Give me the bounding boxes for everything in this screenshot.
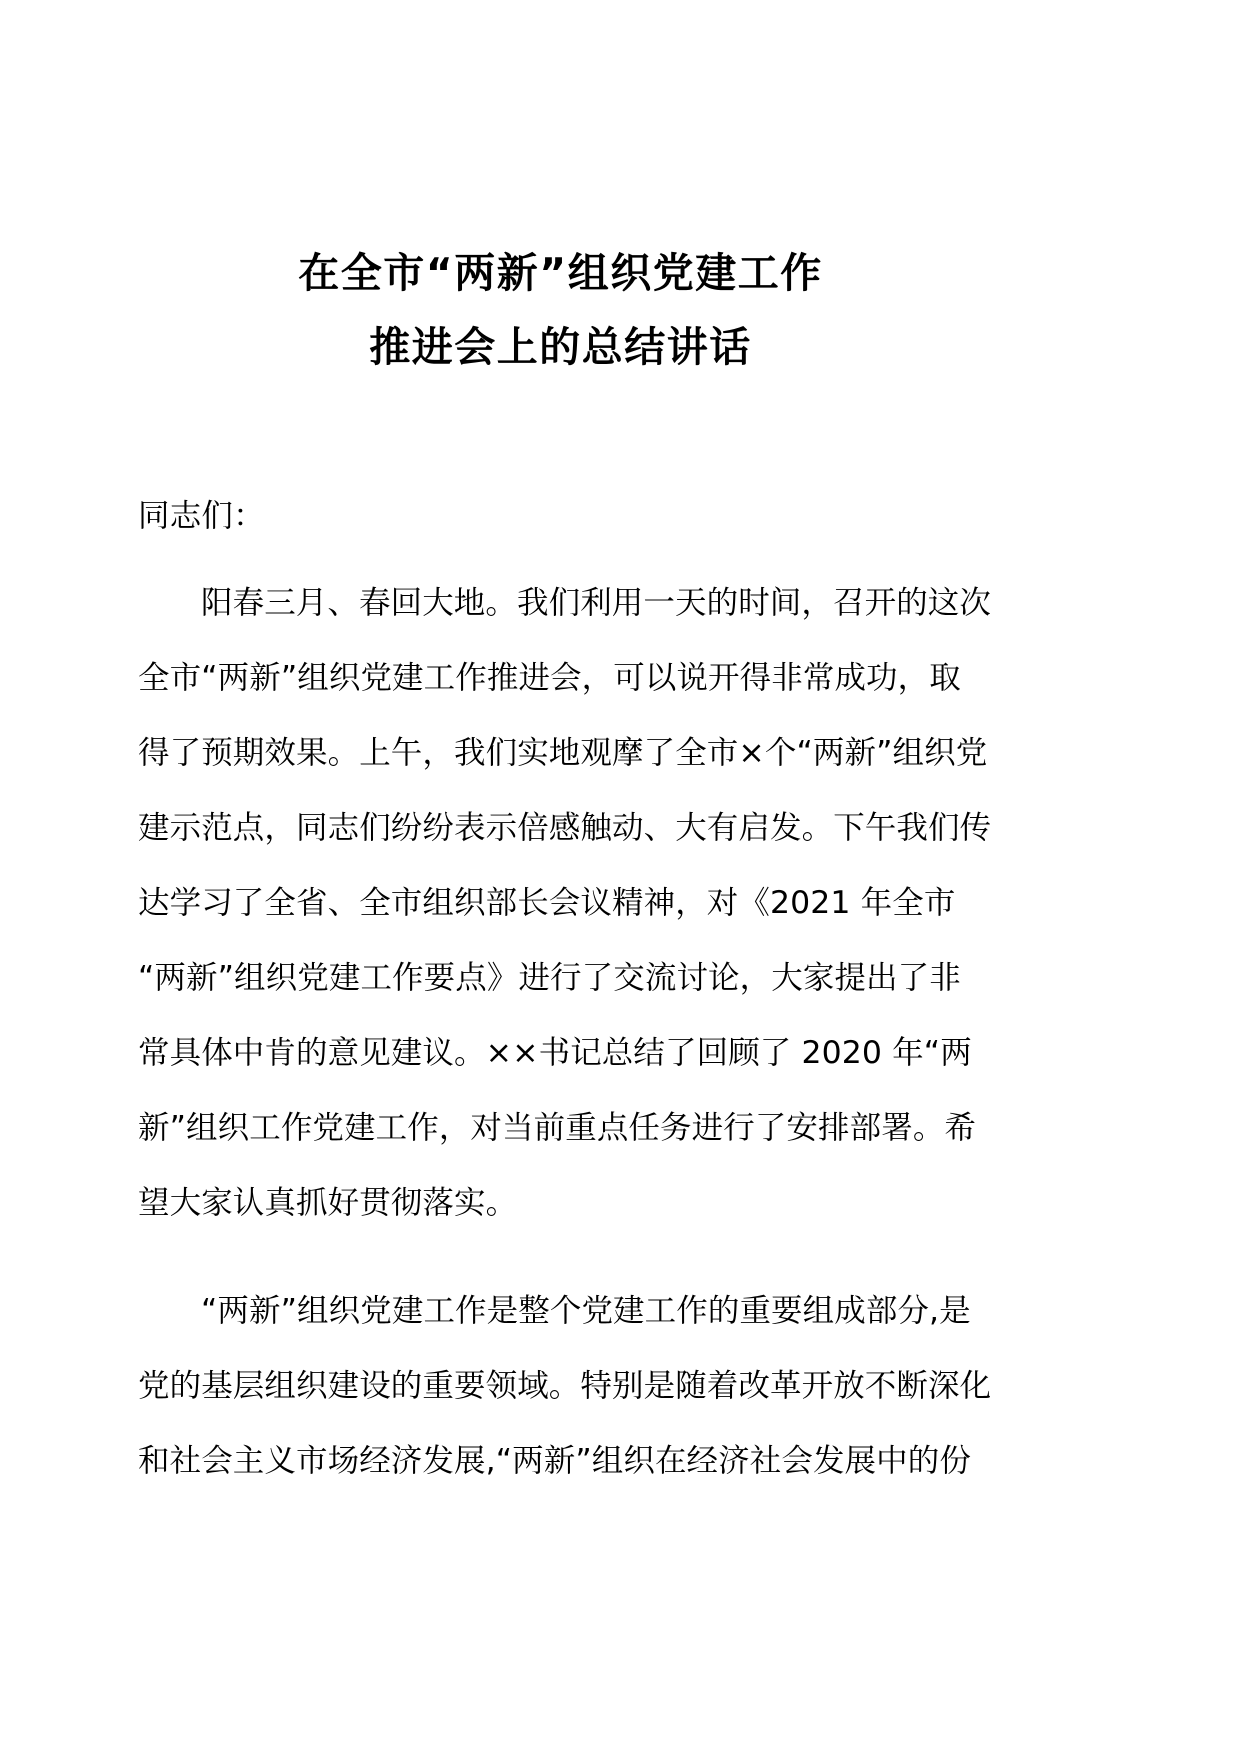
paragraph-1-line-8: 新”组织工作党建工作，对当前重点任务进行了安排部署。希	[138, 1110, 977, 1146]
paragraph-1-line-7: 常具体中肯的意见建议。××书记总结了回顾了 2020 年“两	[138, 1035, 972, 1071]
paragraph-1-line-1: 阳春三月、春回大地。我们利用一天的时间，召开的这次	[201, 585, 992, 621]
title-line-1: 在全市“两新”组织党建工作	[298, 249, 823, 297]
salutation: 同志们：	[138, 498, 265, 534]
paragraph-2-line-1: “两新”组织党建工作是整个党建工作的重要组成部分,是	[201, 1293, 971, 1329]
document-content	[138, 0, 992, 1499]
paragraph-1-line-5: 达学习了全省、全市组织部长会议精神，对《2021 年全市	[138, 885, 956, 921]
paragraph-1-line-6: “两新”组织党建工作要点》进行了交流讨论，大家提出了非	[138, 960, 961, 996]
title-line-2: 推进会上的总结讲话	[369, 323, 752, 371]
paragraph-1-line-9: 望大家认真抓好贯彻落实。	[138, 1185, 518, 1221]
paragraph-2	[138, 1241, 992, 1499]
page-title	[138, 0, 983, 384]
paragraph-2-line-2: 党的基层组织建设的重要领域。特别是随着改革开放不断深化	[138, 1368, 992, 1404]
paragraph-1-line-3: 得了预期效果。上午，我们实地观摩了全市×个“两新”组织党	[138, 735, 988, 771]
paragraph-1	[138, 540, 992, 1241]
paragraph-2-line-3: 和社会主义市场经济发展,“两新”组织在经济社会发展中的份	[138, 1443, 971, 1479]
paragraph-1-line-4: 建示范点，同志们纷纷表示倍感触动、大有启发。下午我们传	[138, 810, 992, 846]
paragraph-1-line-2: 全市“两新”组织党建工作推进会，可以说开得非常成功，取	[138, 660, 961, 696]
